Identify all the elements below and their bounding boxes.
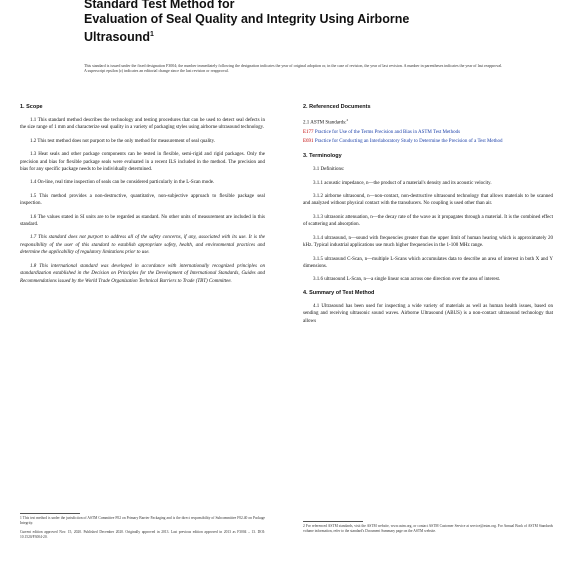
left-footnote-2: Current edition approved Nov. 15, 2020. Published December 2020. Originally approved in 2013. Last previous edition approved in 2013 as F3004 – 13. DOI: 10.1520/F3004-20.	[20, 530, 265, 539]
astm-standards-label: 2.1 ASTM Standards:	[303, 120, 347, 126]
left-footnote-1: 1 This test method is under the jurisdiction of ASTM Committee F02 on Primary Barrier Packaging and is the direct responsibility of Subcommittee F02.40 on Package Integrity.	[20, 516, 265, 525]
para-3-1-4: 3.1.4 ultrasound, n—sound with frequencies greater than the upper limit of human hearing which is approximately 20 kHz. Typical industrial applications use much higher frequencies in the 1-100 MHz range.	[303, 235, 553, 249]
para-1-6: 1.6 The values stated in SI units are to be regarded as standard. No other units of measurement are included in this standard.	[20, 214, 265, 228]
terminology-heading: 3. Terminology	[303, 153, 342, 160]
right-footnote-rule	[303, 521, 363, 522]
ref-e177-number[interactable]: E177	[303, 129, 314, 135]
ref-e177-title[interactable]: Practice for Use of the Terms Precision and Bias in ASTM Test Methods	[314, 129, 461, 135]
title-line-1: Evaluation of Seal Quality and Integrity Using Airborne	[84, 12, 410, 26]
ref-e691-title[interactable]: Practice for Conducting an Interlaboratory Study to Determine the Precision of a Test Method	[314, 139, 503, 145]
reference-e177[interactable]	[303, 129, 553, 136]
para-1-7: 1.7 This standard does not purport to address all of the safety concerns, if any, associated with its use. It is the responsibility of the user of this standard to establish appropriate safety, health, and environmental practices and determine the applicability of regulatory limitations prior to use.	[20, 235, 265, 256]
left-footnote-rule	[20, 513, 80, 514]
para-1-4: 1.4 On-line, real time inspection of seals can be considered particularly in the L-Scan mode.	[30, 180, 215, 186]
title-line-2: Ultrasound	[84, 30, 150, 45]
para-3-1: 3.1 Definitions:	[313, 167, 345, 173]
para-1-1: 1.1 This standard method describes the technology and testing procedures that can be used to detect seal defects in the size range of 1 mm and characterize seal quality in a variety of packaging styles using airborne ultrasound technology.	[20, 118, 265, 131]
para-1-5: 1.5 This method provides a non-destructive, quantitative, non-subjective approach to flexible package seal inspection.	[20, 193, 265, 207]
para-3-1-3: 3.1.3 ultrasonic attenuation, n—the decay rate of the wave as it propagates through a material. It is the combined effect of scattering and absorption.	[303, 214, 553, 228]
right-footnote: 2 For referenced ASTM standards, visit the ASTM website, www.astm.org, or contact ASTM Customer Service at service@astm.org. For Annual Book of ASTM Standards volume information, refer to the standard's Document Summary page on the ASTM website.	[303, 524, 553, 533]
designation-note: This standard is issued under the fixed designation F3004; the number immediately following the designation indicates the year of original adoption or, in the case of revision, the year of last revision. A number in parentheses indicates the year of last reapproval. A superscript epsilon (ε) indicates an editorial change since the last revision or reapproval.	[84, 63, 503, 73]
astm-standards-sup: 2	[346, 118, 349, 122]
astm-standards-line	[303, 117, 553, 127]
para-1-3: 1.3 Heat seals and other package components can be tested in flexible, semi-rigid and rigid packages. Only the precision and bias for flexible package seals were evaluated in a recent ILS included in the method. The precision and bias for any specific package needs to be individually determined.	[20, 152, 265, 173]
left-column	[20, 104, 265, 291]
scope-heading: 1. Scope	[20, 104, 43, 110]
para-1-8: 1.8 This international standard was developed in accordance with internationally recognized principles on standardization established in the Decision on Principles for the Development of International Standards, Guides and Recommendations issued by the World Trade Organization Technical Barriers to Trade (TBT) Committee.	[20, 263, 265, 284]
para-3-1-6: 3.1.6 ultrasound L-Scan, n—a single linear scan across one direction over the area of interest.	[313, 277, 501, 283]
para-3-1-2: 3.1.2 airborne ultrasound, n—non-contact, non-destructive ultrasound technology that allows materials to be scanned and analyzed without physical contact with the transducers. No coupling is used other than air.	[303, 194, 553, 207]
para-4-1: 4.1 Ultrasound has been used for inspecting a wide variety of materials as well as human health issues, based on sending and receiving ultrasonic sound waves. Airborne Ultrasound (ABUS) is a non-contact ultrasound technology that allows	[303, 303, 553, 324]
document-title	[84, 0, 504, 45]
right-column	[303, 104, 553, 331]
referenced-documents-heading: 2. Referenced Documents	[303, 104, 371, 110]
para-1-2: 1.2 This test method does not purport to be the only method for measurement of seal quality.	[30, 138, 216, 144]
summary-heading: 4. Summary of Test Method	[303, 289, 375, 296]
para-3-1-1: 3.1.1 acoustic impedance, n—the product of a material's density and its acoustic velocity.	[313, 180, 492, 186]
title-line-0: Standard Test Method for	[84, 0, 235, 11]
para-3-1-5: 3.1.5 ultrasound C-Scan, n—multiple L-Scans which accumulates data to describe an area of interest in both X and Y dimensions.	[303, 256, 553, 269]
title-footnote-mark: 1	[149, 31, 154, 38]
reference-e691[interactable]	[303, 138, 553, 145]
ref-e691-number[interactable]: E691	[303, 139, 314, 145]
